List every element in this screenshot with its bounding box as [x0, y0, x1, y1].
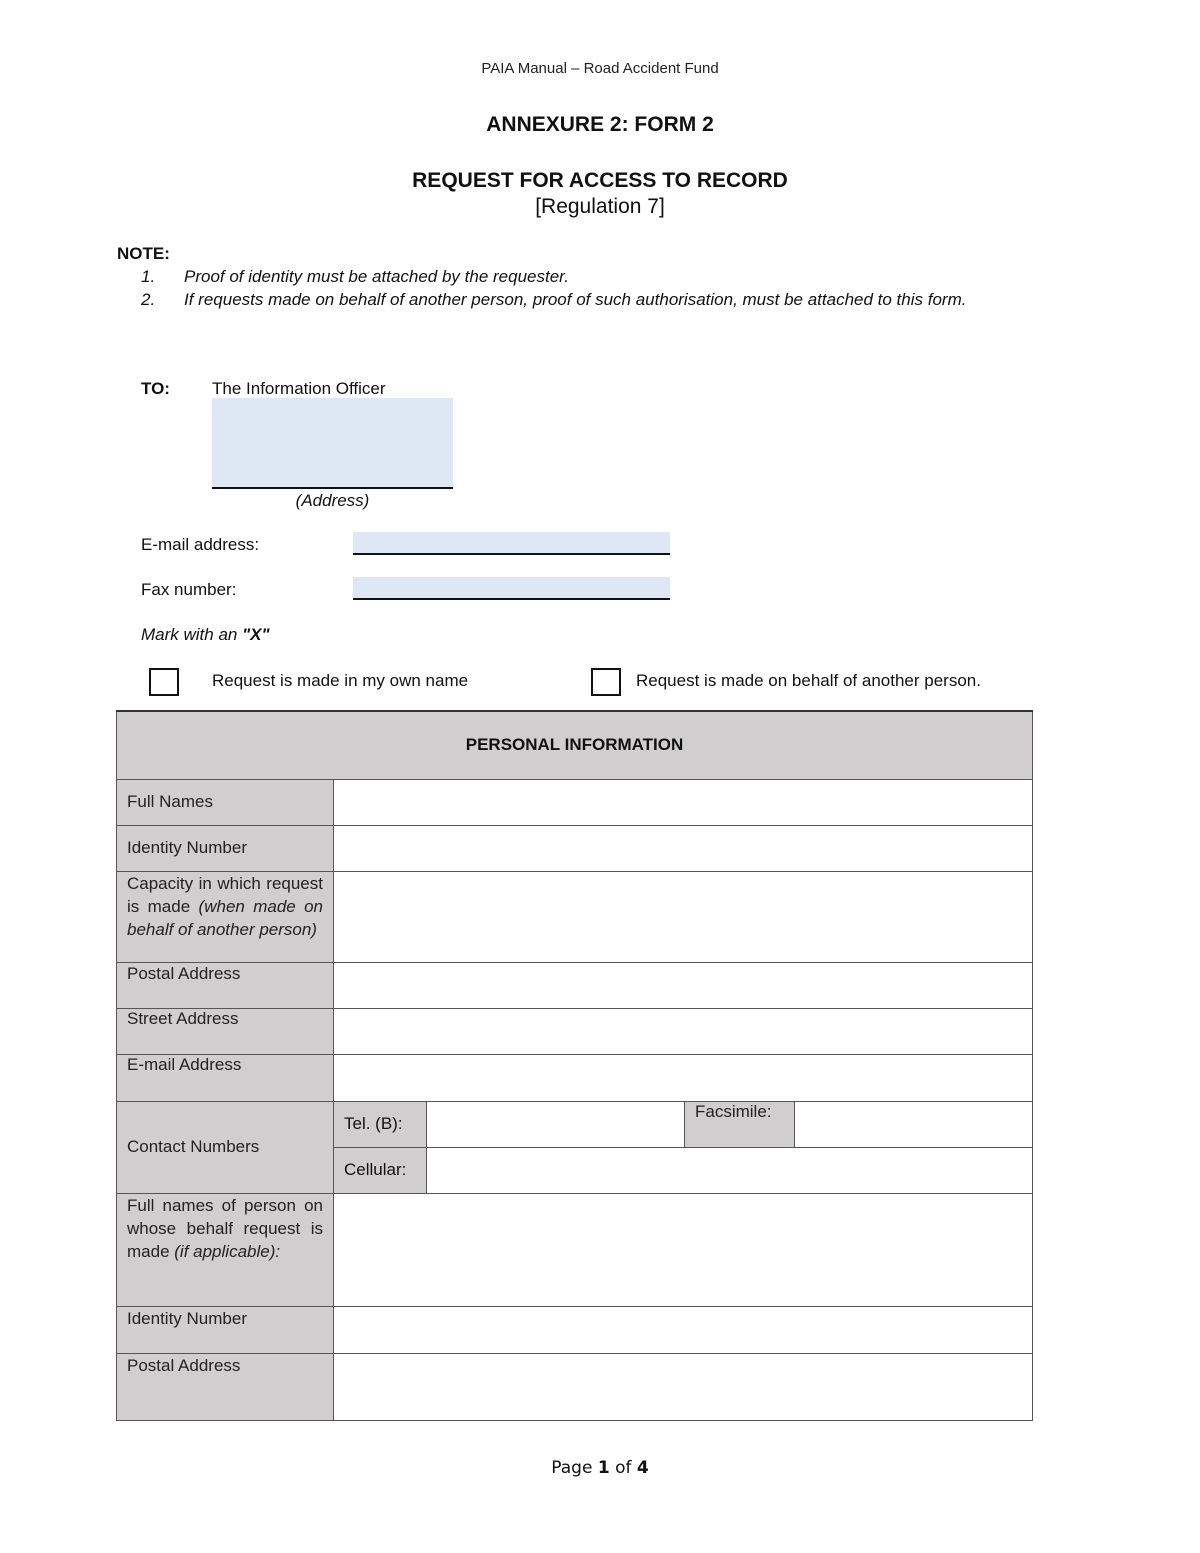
behalf-names-input[interactable]	[334, 1193, 1033, 1306]
regulation-reference: [Regulation 7]	[535, 195, 665, 218]
behalf-names-text: Full names of person on whose behalf request is made	[127, 1195, 323, 1261]
page-header: PAIA Manual – Road Accident Fund	[481, 60, 719, 77]
facsimile-input[interactable]	[795, 1101, 1033, 1147]
email-field[interactable]	[353, 532, 670, 555]
note-number: 2.	[141, 290, 156, 309]
note-text: Proof of identity must be attached by the requester.	[184, 267, 569, 286]
fax-label: Fax number:	[141, 580, 237, 599]
capacity-label	[117, 871, 334, 962]
email-address-input[interactable]	[334, 1054, 1033, 1101]
note-text: If requests made on behalf of another person, proof of such authorisation, must be attached to this form.	[184, 290, 967, 309]
contact-numbers-label: Contact Numbers	[117, 1101, 334, 1193]
cellular-input[interactable]	[427, 1147, 1033, 1193]
note-item	[141, 265, 1041, 288]
postal-address-input[interactable]	[334, 962, 1033, 1008]
personal-information-table	[116, 710, 1033, 1421]
capacity-note: (when made on behalf of another person)	[127, 896, 324, 939]
behalf-checkbox[interactable]	[591, 668, 621, 696]
identity-number-2-label: Identity Number	[117, 1306, 334, 1353]
page-total: 4	[636, 1458, 649, 1478]
identity-number-2-input[interactable]	[334, 1306, 1033, 1353]
postal-address-label: Postal Address	[117, 962, 334, 1008]
own-name-checkbox[interactable]	[149, 668, 179, 696]
behalf-label: Request is made on behalf of another person.	[636, 671, 981, 690]
mark-instruction	[141, 625, 270, 645]
full-names-input[interactable]	[334, 779, 1033, 825]
cellular-label: Cellular:	[334, 1147, 427, 1193]
personal-information-heading: PERSONAL INFORMATION	[117, 711, 1033, 779]
street-address-input[interactable]	[334, 1008, 1033, 1054]
facsimile-label: Facsimile:	[685, 1101, 795, 1147]
own-name-label: Request is made in my own name	[212, 671, 469, 690]
page-number: 1	[597, 1458, 610, 1478]
page-footer	[0, 1458, 1200, 1478]
capacity-text: Capacity in which request is made	[127, 873, 323, 916]
form-subtitle: REQUEST FOR ACCESS TO RECORD	[412, 169, 788, 192]
note-list	[141, 265, 1041, 311]
of-word: of	[615, 1458, 632, 1478]
mark-instruction-x: "X"	[242, 625, 270, 644]
capacity-input[interactable]	[334, 871, 1033, 962]
tel-input[interactable]	[427, 1101, 685, 1147]
email-address-label: E-mail Address	[117, 1054, 334, 1101]
note-label: NOTE:	[117, 244, 170, 263]
fax-field[interactable]	[353, 577, 670, 600]
page-word: Page	[551, 1458, 593, 1478]
full-names-label: Full Names	[117, 779, 334, 825]
note-number: 1.	[141, 267, 156, 286]
email-label: E-mail address:	[141, 535, 260, 554]
mark-instruction-prefix: Mark with an	[141, 625, 243, 644]
behalf-names-note: (if applicable):	[174, 1241, 281, 1261]
postal-address-2-input[interactable]	[334, 1353, 1033, 1420]
address-caption: (Address)	[295, 491, 370, 510]
to-label: TO:	[141, 379, 170, 398]
tel-label: Tel. (B):	[334, 1101, 427, 1147]
note-item	[141, 288, 1041, 311]
recipient-name: The Information Officer	[212, 379, 386, 398]
address-input[interactable]	[212, 398, 453, 489]
form-title: ANNEXURE 2: FORM 2	[486, 113, 714, 136]
street-address-label: Street Address	[117, 1008, 334, 1054]
identity-number-input[interactable]	[334, 825, 1033, 871]
identity-number-label: Identity Number	[117, 825, 334, 871]
behalf-names-label	[117, 1193, 334, 1306]
postal-address-2-label: Postal Address	[117, 1353, 334, 1420]
